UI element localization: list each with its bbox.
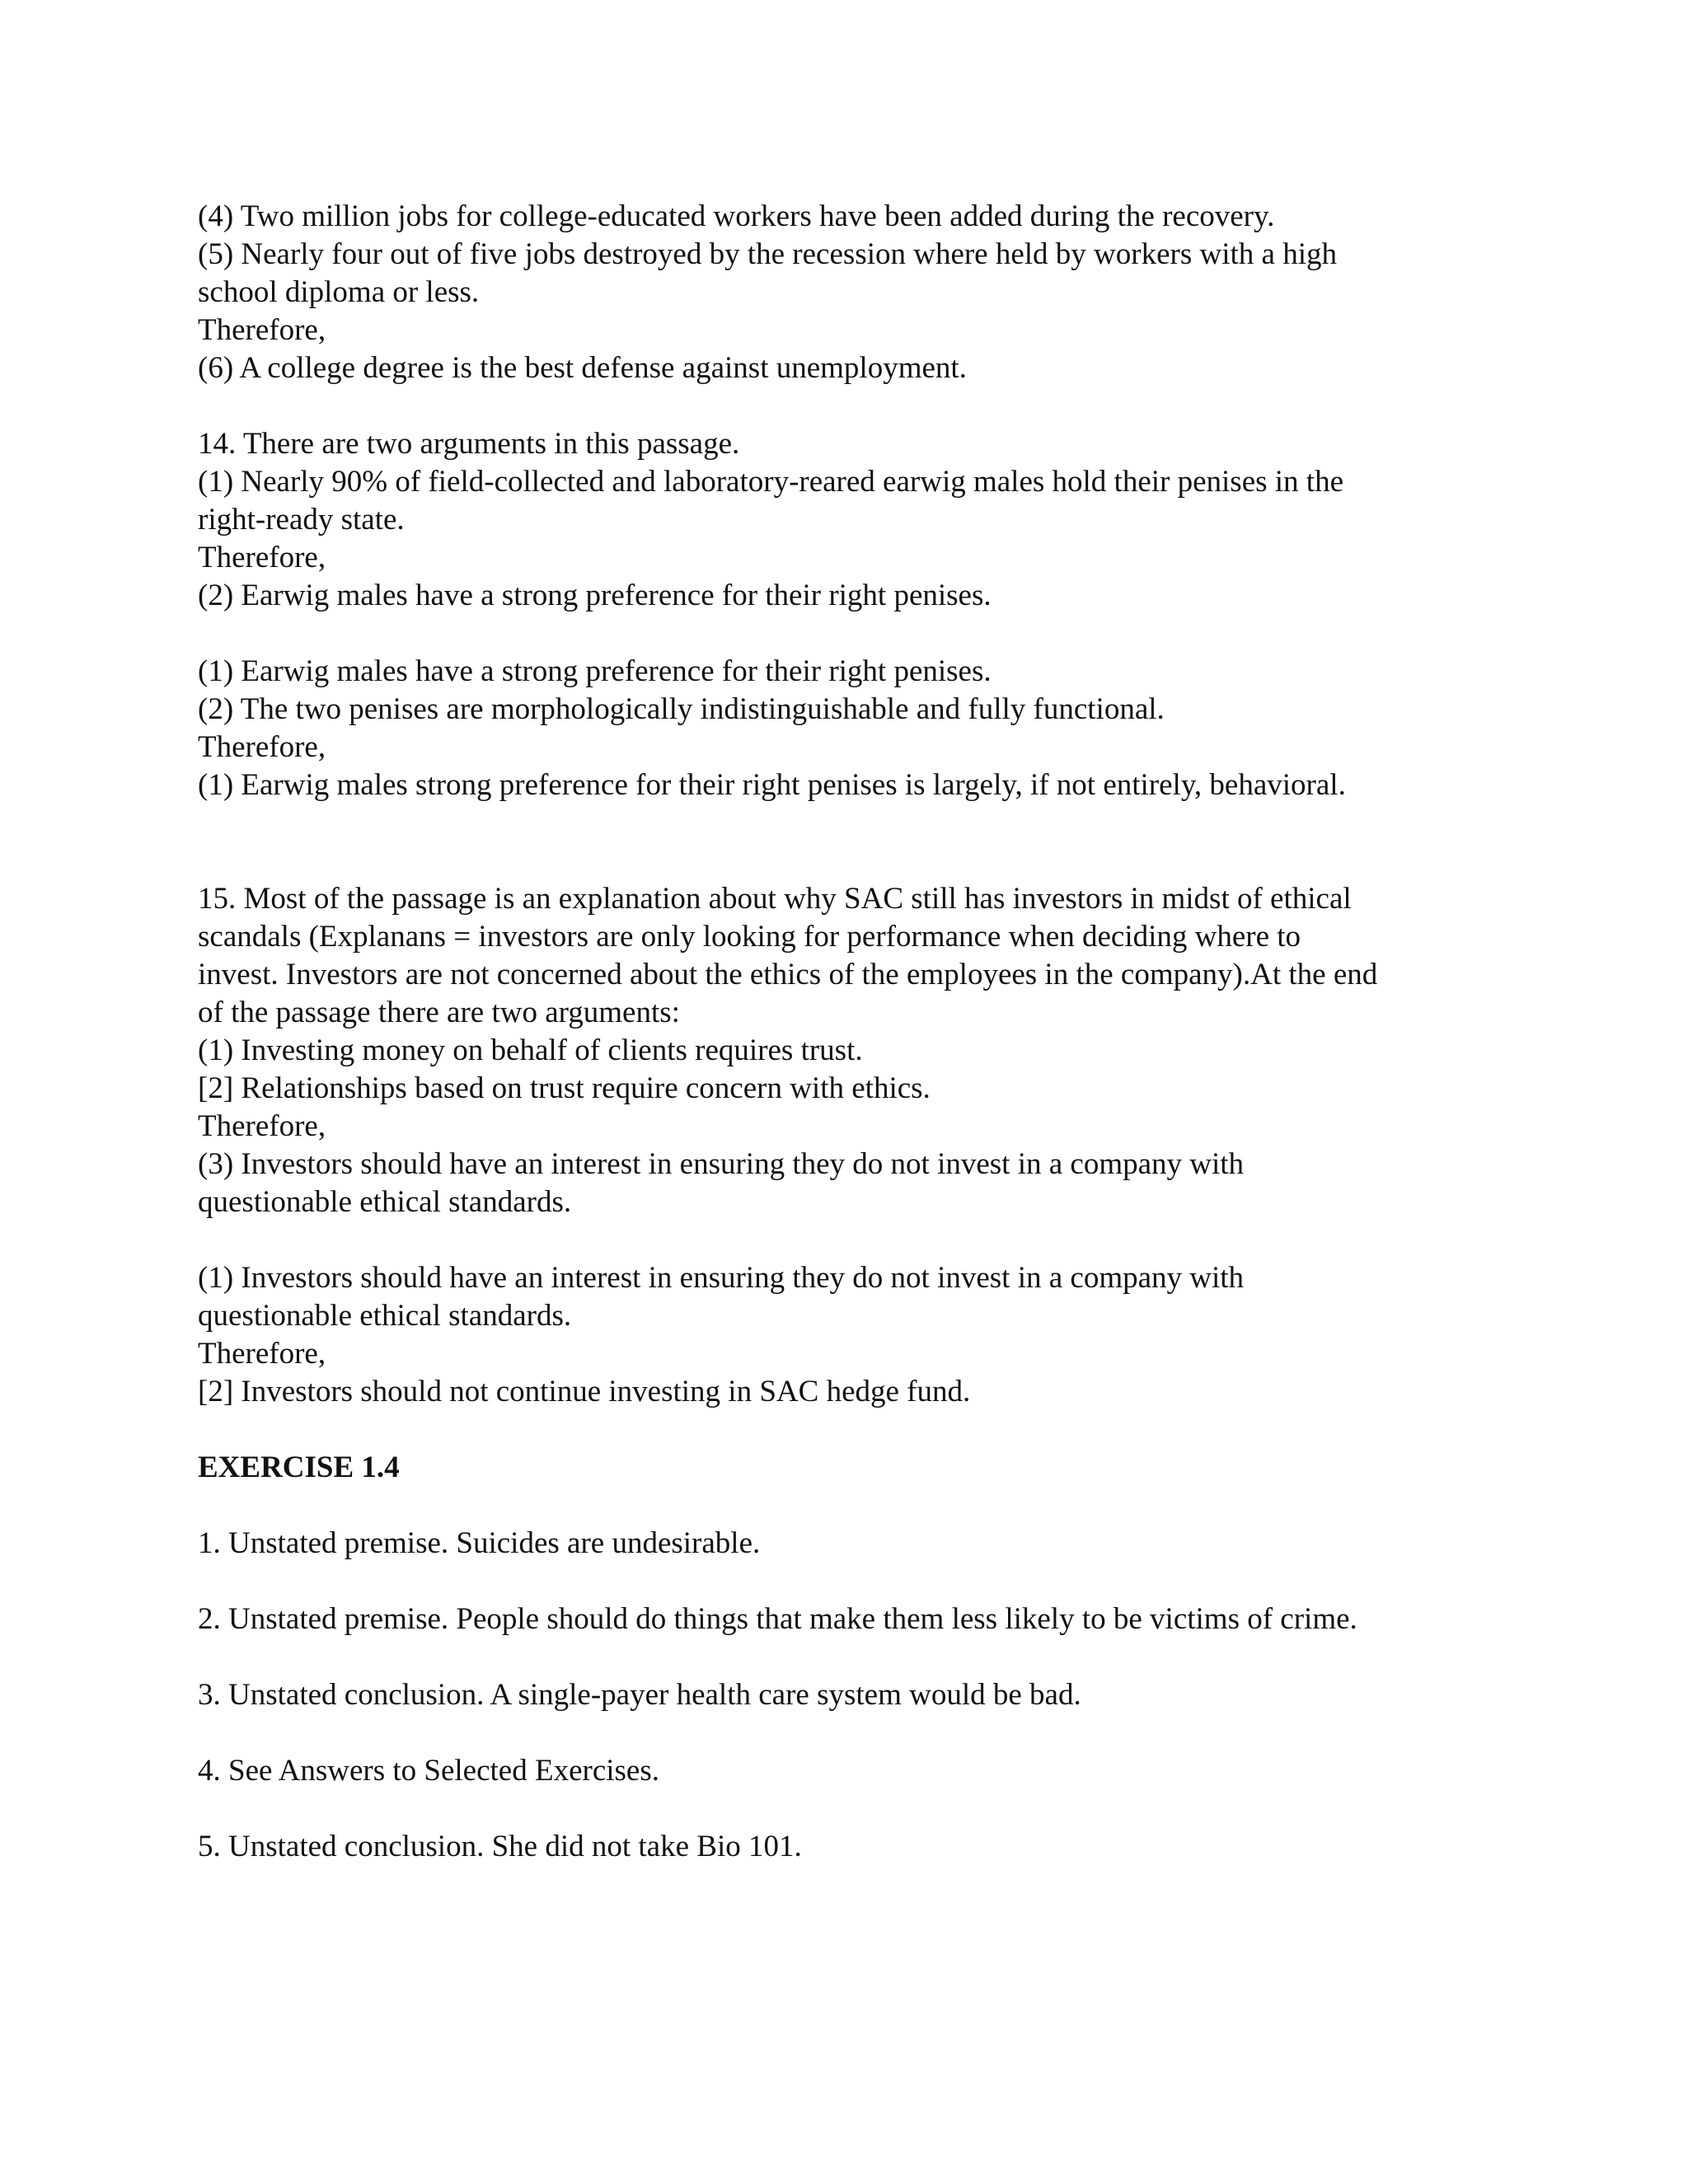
text-line: (1) Investors should have an interest in ensuring they do not invest in a company with xyxy=(198,1261,1245,1295)
text-line: (1) Earwig males strong preference for their right penises is largely, if not entirely, behavioral. xyxy=(198,768,1346,802)
spacer xyxy=(198,1411,1517,1449)
text-line: 14. There are two arguments in this passage. xyxy=(198,427,740,461)
argument-block-13-continued xyxy=(198,198,1517,387)
text-line: school diploma or less. xyxy=(198,275,480,309)
text-line: (5) Nearly four out of five jobs destroyed by the recession where held by workers with a high xyxy=(198,237,1337,271)
text-line: 15. Most of the passage is an explanation about why SAC still has investors in midst of ethical xyxy=(198,882,1352,916)
text-line: (1) Nearly 90% of field-collected and laboratory-reared earwig males hold their penises in the xyxy=(198,465,1344,499)
document-page xyxy=(198,198,1517,1866)
text-line: invest. Investors are not concerned about the ethics of the employees in the company).At the end xyxy=(198,958,1378,991)
text-line: (1) Investing money on behalf of clients requires trust. xyxy=(198,1033,863,1067)
spacer xyxy=(198,387,1517,425)
text-line: (2) Earwig males have a strong preference for their right penises. xyxy=(198,579,992,612)
argument-block-14b xyxy=(198,653,1517,804)
exercise-item: 4. See Answers to Selected Exercises. xyxy=(198,1754,659,1788)
text-line: (1) Earwig males have a strong preference for their right penises. xyxy=(198,654,992,688)
text-line: Therefore, xyxy=(198,730,326,764)
text-line: Therefore, xyxy=(198,1109,326,1143)
exercise-item: 2. Unstated premise. People should do things that make them less likely to be victims of crime. xyxy=(198,1602,1357,1636)
text-line: Therefore, xyxy=(198,1337,326,1371)
spacer xyxy=(198,804,1517,880)
text-line: scandals (Explanans = investors are only looking for performance when deciding where to xyxy=(198,920,1301,954)
argument-block-15b xyxy=(198,1259,1517,1411)
spacer xyxy=(198,1714,1517,1752)
argument-block-14a xyxy=(198,425,1517,615)
text-line: right-ready state. xyxy=(198,503,405,537)
text-line: (3) Investors should have an interest in ensuring they do not invest in a company with xyxy=(198,1147,1245,1181)
text-line: questionable ethical standards. xyxy=(198,1185,572,1219)
argument-block-15a xyxy=(198,880,1517,1221)
spacer xyxy=(198,1790,1517,1828)
spacer xyxy=(198,615,1517,653)
exercise-item: 3. Unstated conclusion. A single-payer health care system would be bad. xyxy=(198,1678,1081,1712)
text-line: [2] Relationships based on trust require concern with ethics. xyxy=(198,1071,931,1105)
text-line: [2] Investors should not continue investing in SAC hedge fund. xyxy=(198,1375,971,1408)
text-line: questionable ethical standards. xyxy=(198,1299,572,1333)
text-line: Therefore, xyxy=(198,313,326,347)
text-line: of the passage there are two arguments: xyxy=(198,996,680,1029)
text-line: (6) A college degree is the best defense against unemployment. xyxy=(198,351,967,385)
spacer xyxy=(198,1221,1517,1259)
text-line: (4) Two million jobs for college-educated workers have been added during the recovery. xyxy=(198,199,1275,233)
exercise-item: 5. Unstated conclusion. She did not take Bio 101. xyxy=(198,1830,802,1863)
exercise-item: 1. Unstated premise. Suicides are undesirable. xyxy=(198,1526,761,1560)
spacer xyxy=(198,1487,1517,1525)
text-line: Therefore, xyxy=(198,541,326,574)
text-line: (2) The two penises are morphologically indistinguishable and fully functional. xyxy=(198,692,1165,726)
spacer xyxy=(198,1638,1517,1676)
exercise-heading: EXERCISE 1.4 xyxy=(198,1451,400,1484)
spacer xyxy=(198,1563,1517,1601)
